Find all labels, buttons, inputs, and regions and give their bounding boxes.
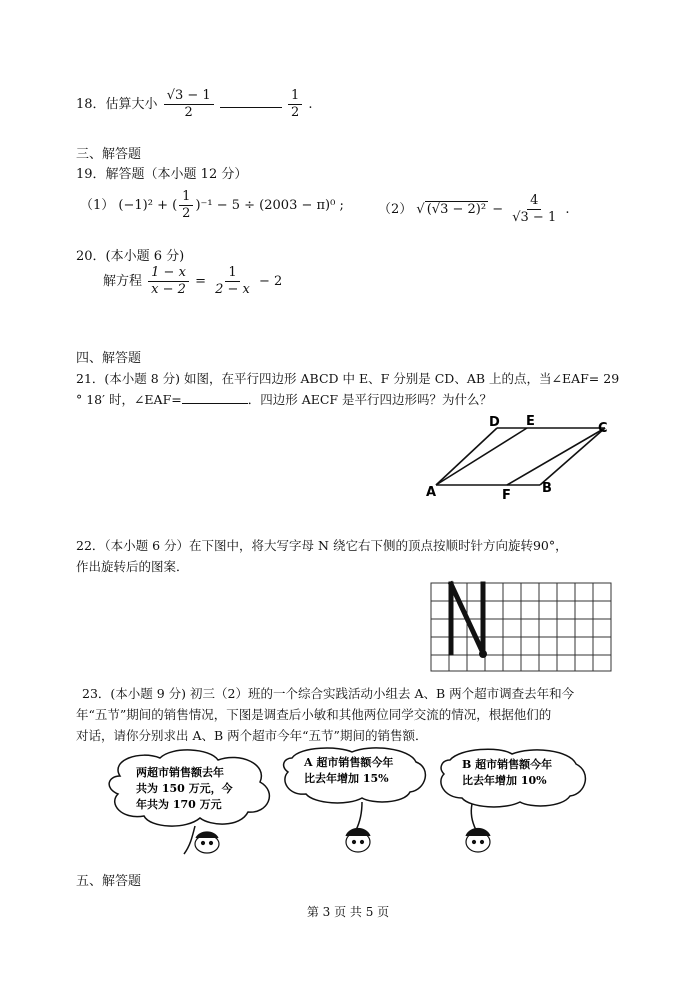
q23-line1: 23．(本小题 9 分) 初三（2）班的一个综合实践活动小组去 A、B 两个超市调查去年和今 <box>82 686 575 701</box>
dialogue-figure <box>100 746 620 864</box>
q21-line2-b: ．四边形 AECF 是平行四边形吗？为什么？ <box>247 392 493 407</box>
q21-line2 <box>76 390 492 408</box>
q23-line2: 年“五节”期间的销售情况，下图是调查后小敏和其他两位同学交流的情况，根据他们的 <box>76 707 552 722</box>
q19-part2-fraction-num: 4 <box>527 193 541 210</box>
q19-part2-fraction <box>509 193 559 226</box>
q20-prompt: 解方程 <box>103 274 143 289</box>
q20-rhs-tail: − 2 <box>259 274 283 289</box>
q20-lhs-den: x − 2 <box>151 282 186 297</box>
q23-line3: 对话，请你分别求出 A、B 两个超市今年“五节”期间的销售额． <box>76 728 428 743</box>
q20-equals: = <box>195 274 206 289</box>
q20-equation <box>103 265 282 298</box>
q19-part2-minus: − <box>492 202 504 217</box>
q19-part1 <box>80 189 344 222</box>
section-3-heading: 三、解答题 <box>76 147 142 162</box>
q19-part2-end: . <box>565 202 570 217</box>
q18-fraction-right <box>288 88 302 121</box>
face-icon-2 <box>346 829 370 853</box>
q19-part2-fraction-den: √3 − 1 <box>512 210 557 225</box>
face-icon-1 <box>195 832 219 853</box>
q18-fraction-right-num: 1 <box>288 88 302 105</box>
q19-part1-label: （1） <box>80 198 115 213</box>
label-A: A <box>426 485 437 500</box>
q18 <box>76 88 313 121</box>
bubble1-line2: 共为 150 万元，今 <box>136 782 233 795</box>
q18-fraction-left-den: 2 <box>184 105 193 120</box>
q19-part2: （2） √ (√3 − 2)² − $\frac{4}{√3 - 1}$ . <box>378 193 570 225</box>
label-C: C <box>598 421 608 436</box>
q20-rhs-den: 2 − x <box>215 282 250 297</box>
q19-part1-fraction <box>179 189 193 222</box>
bubble3-line1: B 超市销售额今年 <box>462 758 553 771</box>
q20-rhs-num: 1 <box>225 265 239 282</box>
bubble2-line2: 比去年增加 15% <box>304 772 389 785</box>
q21-line1: 21．(本小题 8 分) 如图，在平行四边形 ABCD 中 E、F 分别是 CD、AB 上的点，当∠EAF= 29 <box>76 371 620 386</box>
q18-number: 18． <box>76 97 106 112</box>
bubble1-line1: 两超市销售额去年 <box>136 766 224 779</box>
q20-rhs-fraction <box>212 265 253 298</box>
q20-title: 20．(本小题 6 分) <box>76 249 185 264</box>
section-5-heading: 五、解答题 <box>76 874 142 889</box>
label-F: F <box>502 488 511 500</box>
page-footer: 第 3 页 共 5 页 <box>306 905 390 919</box>
q18-end: . <box>308 97 313 112</box>
q19-part1-expr-a: (−1)² + ( <box>118 198 178 213</box>
bubble1-line3: 年共为 170 万元 <box>136 798 222 811</box>
q21-line2-a: ° 18′ 时，∠EAF= <box>76 392 182 407</box>
q20-lhs-num: 1 − x <box>148 265 189 282</box>
face-icon-3 <box>466 829 490 853</box>
label-D: D <box>489 415 500 430</box>
q22-line2: 作出旋转后的图案． <box>76 559 189 574</box>
letter-n-grid <box>430 580 630 676</box>
bubble3-line2: 比去年增加 10% <box>462 774 547 787</box>
label-E: E <box>526 415 535 429</box>
bubble2-line1: A 超市销售额今年 <box>304 756 394 769</box>
q19-part2-label: （2） <box>378 202 413 217</box>
parallelogram-figure <box>422 415 632 500</box>
q18-fraction-left <box>164 88 214 121</box>
q18-fraction-right-den: 2 <box>290 105 300 120</box>
q18-prompt: 估算大小 <box>105 97 158 112</box>
q21-answer-blank[interactable] <box>182 403 248 404</box>
rotation-vertex-dot <box>479 650 487 658</box>
q18-answer-blank[interactable] <box>220 107 282 108</box>
q19-title: 19．解答题（本小题 12 分） <box>76 167 248 182</box>
q20-lhs-fraction <box>148 265 189 298</box>
q19-part2-root: (√3 − 2)² <box>426 202 487 217</box>
label-B: B <box>542 481 552 496</box>
q19-part1-fraction-num: 1 <box>179 189 193 206</box>
q18-fraction-left-num: √3 − 1 <box>164 88 214 105</box>
section-4-heading: 四、解答题 <box>76 351 142 366</box>
q19-part1-fraction-den: 2 <box>182 206 191 221</box>
q22-line1: 22．（本小题 6 分）在下图中，将大写字母 N 绕它右下侧的顶点按顺时针方向旋转90°， <box>76 538 568 553</box>
q19-part1-expr-b: )⁻¹ − 5 ÷ (2003 − π)⁰ ; <box>195 198 344 213</box>
